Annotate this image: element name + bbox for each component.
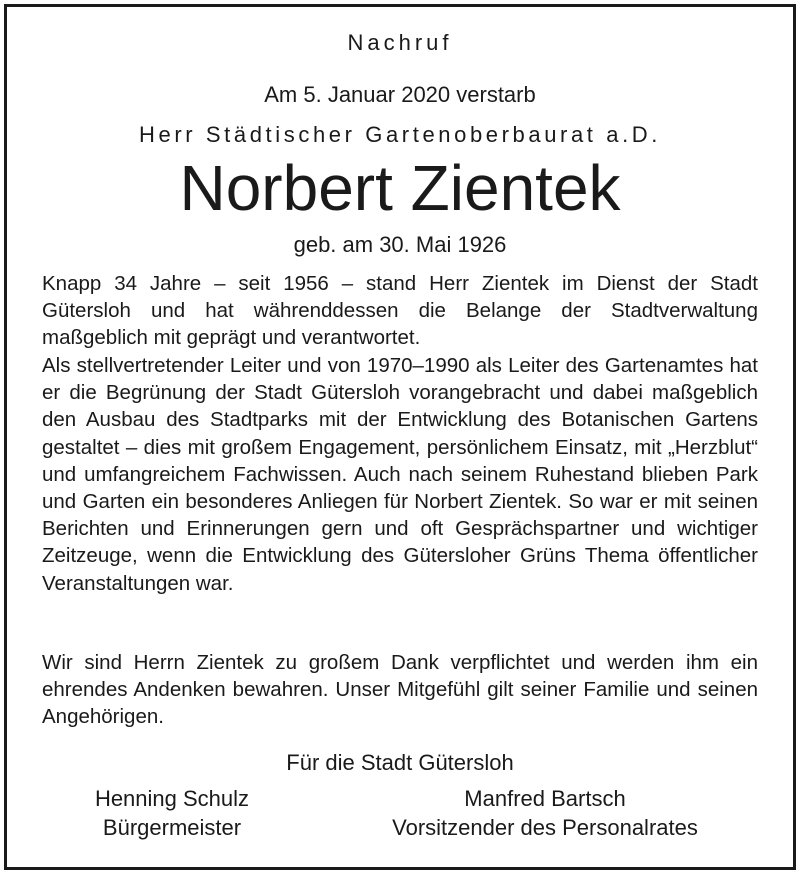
paragraph-service: Knapp 34 Jahre – seit 1956 – stand Herr Zientek im Dienst der Stadt Gütersloh und hat währenddessen die Belange der Stadtverwaltung maßgeblich mit geprägt und verantwortet. [42,272,758,350]
signatory-name: Manfred Bartsch [464,786,626,811]
paragraph-achievements: Als stellvertretender Leiter und von 1970–1990 als Leiter des Gartenamtes hat er die Begrünung der Stadt Gütersloh vorangebracht und dabei maßgeblich den Ausbau des Stadtparks mit der Entwicklung des Botanischen Gartens gestaltet – dies mit großem Engagement, persönlichem Einsatz, mit „Herzblut“ und umfangreichem Fachwissen. Auch nach seinem Ruhestand blieben Park und Garten ein besonderes Anliegen für Norbert Zientek. So war er mit seinen Berichten und Erinnerungen gern und oft Gesprächspartner und wichtiger Zeitzeuge, wenn die Entwicklung des Gütersloher Grüns Thema öffentlicher Veranstaltungen war. [42,354,758,595]
deceased-name: Norbert Zientek [179,152,621,224]
death-date-line: Am 5. Januar 2020 verstarb [264,82,536,107]
signatory-name: Henning Schulz [94,786,250,811]
paragraph-gratitude: Wir sind Herrn Zientek zu großem Dank verpflichtet und werden ihm ein ehrendes Andenken bewahren. Unser Mitgefühl gilt seiner Familie und seinen Angehörigen. [42,651,758,729]
birth-date-line: geb. am 30. Mai 1926 [293,232,507,257]
closing-line: Für die Stadt Gütersloh [286,750,514,775]
signatory-role: Vorsitzender des Personalrates [392,815,698,840]
honorific-title: Herr Städtischer Gartenoberbaurat a.D. [139,122,661,147]
signatory-role: Bürgermeister [102,815,242,840]
obituary-heading: Nachruf [347,30,453,55]
